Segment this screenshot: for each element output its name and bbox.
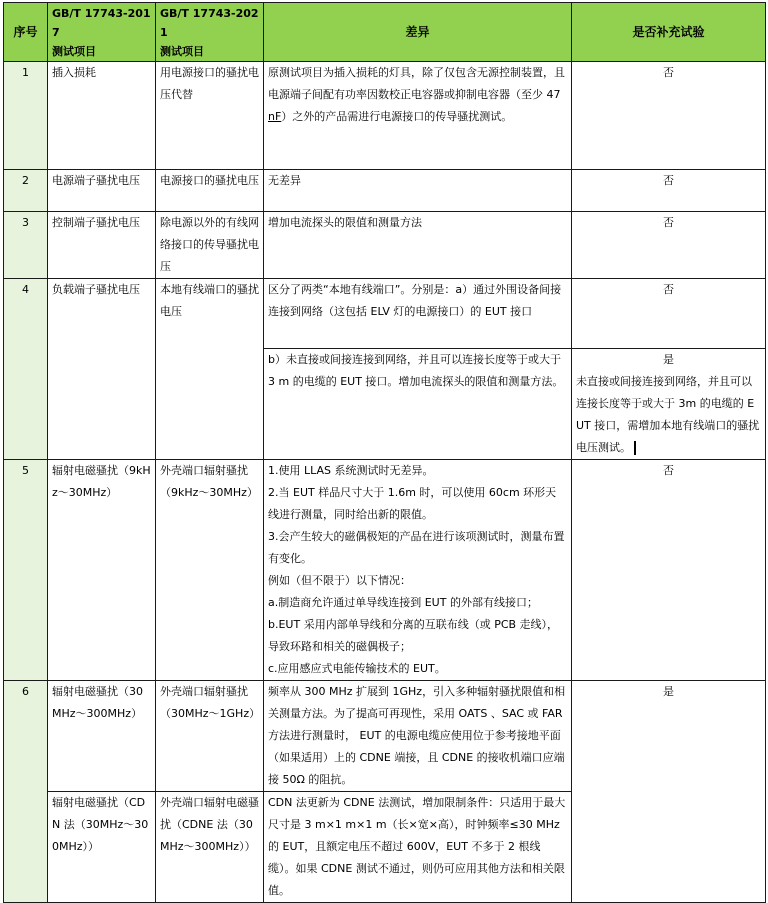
- old-item: 辐射电磁骚扰（30MHz～300MHz）: [48, 681, 156, 792]
- header-old-std: GB/T 17743-2017: [52, 7, 151, 39]
- old-item: 插入损耗: [48, 62, 156, 170]
- header-old-sub: 测试项目: [52, 45, 96, 58]
- table-row: [4, 170, 766, 212]
- diff-line: 1.使用 LLAS 系统测试时无差异。: [268, 464, 434, 477]
- old-item: 辐射电磁骚扰（9kHz～30MHz）: [48, 460, 156, 681]
- diff-line: a.制造商允许通过单导线连接到 EUT 的外部有线接口；: [268, 596, 538, 609]
- answer-cell: 否: [572, 460, 766, 681]
- answer-cell: 否: [572, 279, 766, 349]
- table-row: [4, 681, 766, 792]
- comparison-table: [3, 2, 766, 903]
- table-row: [4, 460, 766, 681]
- diff-unit: nF: [268, 110, 282, 123]
- diff-cell: b）未直接或间接连接到网络，并且可以连接长度等于或大于 3 m 的电缆的 EUT 接口。增加电流探头的限值和测量方法。: [264, 349, 572, 460]
- answer-cell: [572, 349, 766, 460]
- diff-line: 2.当 EUT 样品尺寸大于 1.6m 时，可以使用 60cm 环形天线进行测量，同时给出新的限值。: [268, 486, 557, 521]
- diff-cell: 无差异: [264, 170, 572, 212]
- row-seq: 6: [4, 681, 48, 903]
- diff-cell: 频率从 300 MHz 扩展到 1GHz，引入多种辐射骚扰限值和相关测量方法。为了提高可再现性，采用 OATS 、SAC 或 FAR 方法进行测量时， EUT 的电源电缆应使用位于参考接地平面（如果适用）上的 CDNE 端接，且 CDNE 的接收机端口应端接 50Ω 的阻抗。: [264, 681, 572, 792]
- diff-cell: 增加电流探头的限值和测量方法: [264, 212, 572, 279]
- old-item: 控制端子骚扰电压: [48, 212, 156, 279]
- diff-cell: [264, 460, 572, 681]
- row-seq: 4: [4, 279, 48, 460]
- diff-line: 例如（但不限于）以下情况：: [268, 574, 411, 587]
- new-item: 外壳端口辐射骚扰（9kHz～30MHz）: [156, 460, 264, 681]
- answer-cell: 是: [572, 681, 766, 903]
- old-item: 辐射电磁骚扰（CDN 法（30MHz～300MHz））: [48, 792, 156, 903]
- old-item: 电源端子骚扰电压: [48, 170, 156, 212]
- diff-cell: 区分了两类“本地有线端口”。分别是：a）通过外围设备间接连接到网络（这包括 ELV 灯的电源接口）的 EUT 接口: [264, 279, 572, 349]
- table-row: [4, 279, 766, 349]
- answer-cell: 否: [572, 212, 766, 279]
- table-row: [4, 62, 766, 170]
- answer-cell: 否: [572, 62, 766, 170]
- header-row: [4, 3, 766, 62]
- new-item: 电源接口的骚扰电压: [156, 170, 264, 212]
- table-row: [4, 212, 766, 279]
- diff-line: 3.会产生较大的磁偶极矩的产品在进行该项测试时，测量布置有变化。: [268, 530, 565, 565]
- header-supplement: 是否补充试验: [572, 3, 766, 62]
- answer-note-text: 未直接或间接连接到网络，并且可以连接长度等于或大于 3m 的电缆的 EUT 接口，需增加本地有线端口的骚扰电压测试。: [576, 375, 760, 454]
- new-item: 用电源接口的骚扰电压代替: [156, 62, 264, 170]
- diff-text-b: ）之外的产品需进行电源接口的传导骚扰测试。: [281, 110, 513, 123]
- new-item: 除电源以外的有线网络接口的传导骚扰电压: [156, 212, 264, 279]
- header-new-sub: 测试项目: [160, 45, 204, 58]
- answer-title: 是: [663, 353, 674, 366]
- row-seq: 1: [4, 62, 48, 170]
- diff-text-a: 原测试项目为插入损耗的灯具，除了仅包含无源控制装置，且电源端子间配有功率因数校正电容器或抑制电容器（至少 47: [268, 66, 565, 101]
- new-item: 本地有线端口的骚扰电压: [156, 279, 264, 460]
- header-new-std: GB/T 17743-2021: [160, 7, 259, 39]
- new-item: 外壳端口辐射骚扰（30MHz～1GHz）: [156, 681, 264, 792]
- row-seq: 2: [4, 170, 48, 212]
- row-seq: 5: [4, 460, 48, 681]
- answer-note: [576, 371, 761, 459]
- old-item: 负载端子骚扰电压: [48, 279, 156, 460]
- row-seq: 3: [4, 212, 48, 279]
- diff-line: c.应用感应式电能传输技术的 EUT。: [268, 662, 446, 675]
- diff-cell: CDN 法更新为 CDNE 法测试，增加限制条件：只适用于最大尺寸是 3 m×1 m×1 m（长×宽×高），时钟频率≤30 MHz 的 EUT，且额定电压不超过 600V，EUT 不多于 2 根线缆）。如果 CDNE 测试不通过，则仍可应用其他方法和相关限值。: [264, 792, 572, 903]
- diff-line: b.EUT 采用内部单导线和分离的互联布线（或 PCB 走线），导致环路和相关的磁偶极子；: [268, 618, 559, 653]
- header-old-standard: [48, 3, 156, 62]
- text-cursor-icon: [634, 441, 636, 455]
- diff-cell: [264, 62, 572, 170]
- answer-cell: 否: [572, 170, 766, 212]
- new-item: 外壳端口辐射电磁骚扰（CDNE 法（30MHz～300MHz））: [156, 792, 264, 903]
- header-diff: 差异: [264, 3, 572, 62]
- header-seq: 序号: [4, 3, 48, 62]
- header-new-standard: [156, 3, 264, 62]
